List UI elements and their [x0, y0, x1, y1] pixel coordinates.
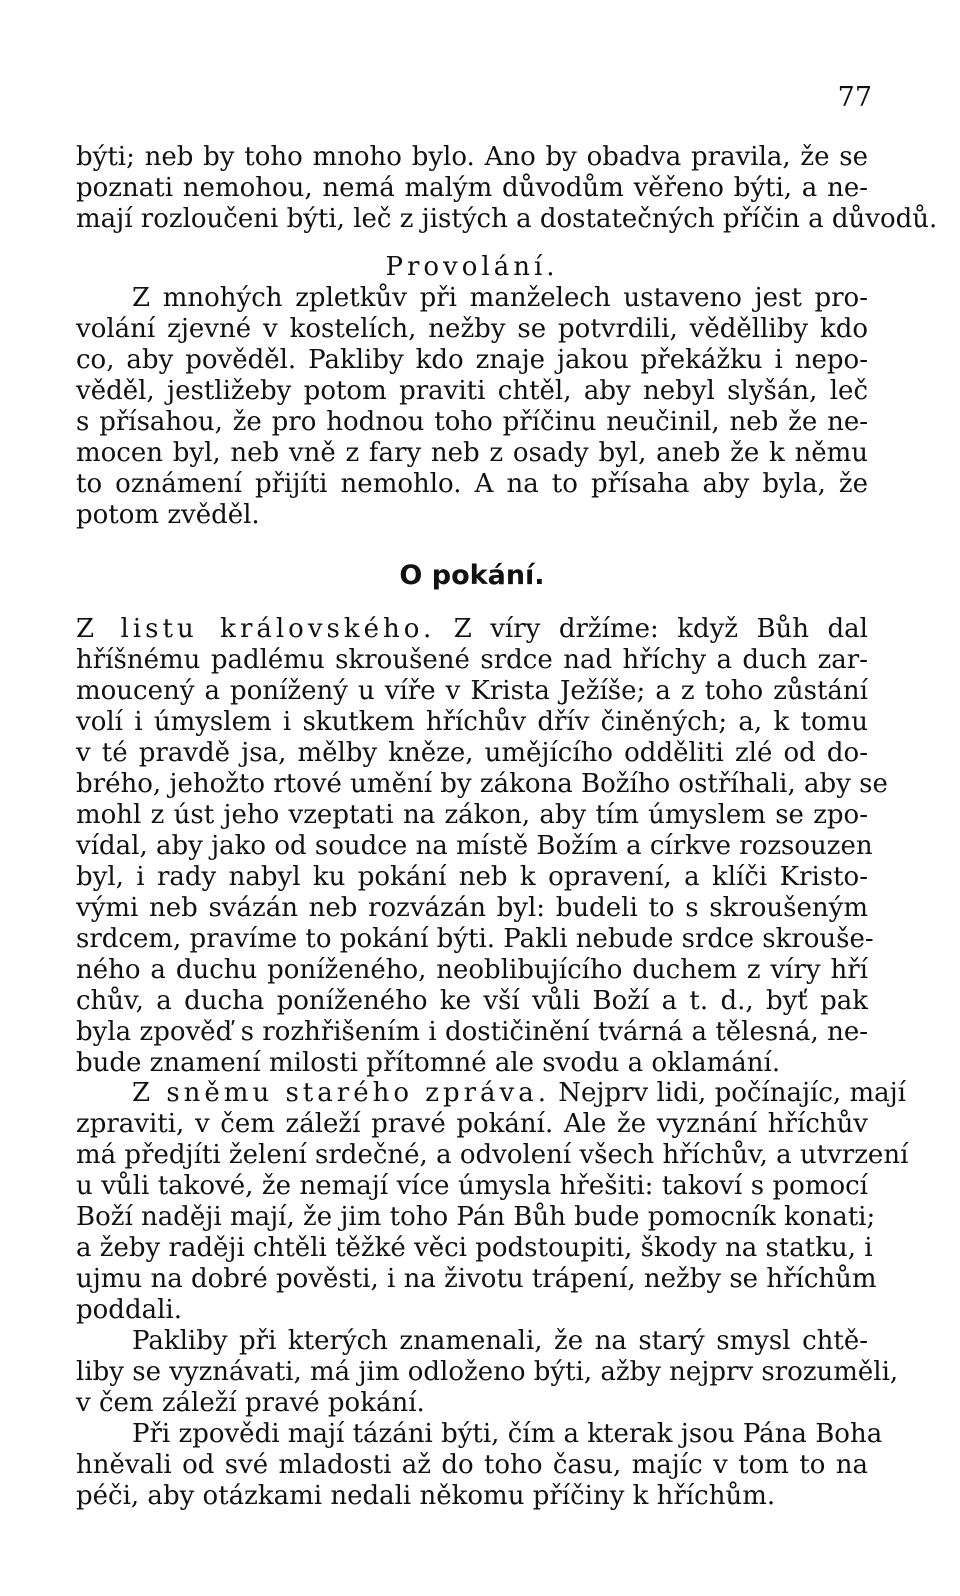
text-line: ného a duchu poníženého, neoblibujícího duchem z víry hří [76, 955, 868, 985]
text-line-rest: Z víry držíme: když Bůh dal [435, 614, 868, 644]
text-line: v té pravdě jsa, mělby kněze, umějícího odděliti zlé od do- [76, 738, 868, 768]
text-line: co, aby pověděl. Pakliby kdo znaje jakou překážku i nepo- [76, 345, 868, 375]
text-line: byl, i rady nabyl ku pokání neb k opravení, a klíči Kristo- [76, 862, 868, 892]
text-line [76, 614, 868, 645]
chapter-title: O pokání. [399, 560, 545, 591]
text-line: to oznámení přijíti nemohlo. A na to přísaha aby byla, že [76, 469, 868, 499]
text-line: Z mnohých zpletkův při manželech ustaveno jest pro- [132, 283, 868, 313]
text-line: u vůli takové, že nemají více úmysla hřešiti: takoví s pomocí [76, 1171, 868, 1201]
text-line: volání zjevné v kostelích, nežby se potvrdili, vědělliby kdo [76, 314, 868, 344]
text-line: brého, jehožto rtové umění by zákona Božího ostříhali, aby se [76, 769, 888, 799]
text-line: moucený a ponížený u víře v Krista Ježíše; a z toho zůstání [76, 676, 868, 706]
text-line: chův, a ducha poníženého ke vší vůli Boží a t. d., byť pak [76, 986, 868, 1016]
text-line: zpraviti, v čem záleží pravé pokání. Ale že vyznání hříchův [76, 1109, 868, 1139]
lead-phrase: Z sněmu starého zpráva. [132, 1078, 550, 1108]
page-number: 77 [837, 82, 872, 113]
text-line: vídal, aby jako od soudce na místě Božím a církve rozsouzen [76, 831, 873, 861]
text-line: Boží naději mají, že jim toho Pán Bůh bude pomocník konati; [76, 1202, 876, 1232]
text-line: srdcem, pravíme to pokání býti. Pakli nebude srdce skrouše- [76, 924, 874, 954]
text-line-rest: Nejprv lidi, počínajíc, mají [549, 1078, 906, 1108]
text-line: Pakliby při kterých znamenali, že na starý smysl chtě- [132, 1326, 868, 1356]
text-line: poddali. [76, 1295, 182, 1325]
text-line: hněvali od své mladosti až do toho času, majíc v tom to na [76, 1450, 868, 1480]
text-line: péči, aby otázkami nedali někomu příčiny k hříchům. [76, 1481, 776, 1511]
section-o-pokani [76, 556, 888, 1079]
text-line: mocen byl, neb vně z fary neb z osady byl, aneb že k němu [76, 438, 868, 468]
text-line: mají rozloučeni býti, leč z jistých a dostatečných příčin a důvodů. [76, 204, 938, 234]
opening-paragraph [76, 142, 938, 235]
text-line: hříšnému padlému skroušené srdce nad hříchy a duch zar- [76, 645, 868, 675]
text-line: s přísahou, že pro hodnou toho příčinu neučinil, neb že ne- [76, 407, 868, 437]
text-line: byla zpověď s rozhřišením i dostičinění tvárná a tělesná, ne- [76, 1017, 868, 1047]
text-line: poznati nemohou, nemá malým důvodům věřeno býti, a ne- [76, 173, 868, 203]
text-line: Při zpovědi mají tázáni býti, čím a kterak jsou Pána Boha [132, 1419, 883, 1449]
section-snem [76, 1078, 909, 1512]
lead-phrase: Z listu královského. [76, 614, 436, 644]
text-line: má předjíti želení srdečné, a odvolení všech hříchův, a utvrzení [76, 1140, 909, 1170]
text-line: liby se vyznávati, má jim odloženo býti, ažby nejprv srozuměli, [76, 1357, 899, 1387]
text-line: a žeby raději chtěli těžké věci podstoupiti, škody na statku, i [76, 1233, 873, 1263]
text-line: ujmu na dobré pověsti, i na životu trápení, nežby se hříchům [76, 1264, 877, 1294]
text-line: vými neb svázán neb rozvázán byl: budeli to s skroušeným [76, 893, 868, 923]
text-line: bude znamení milosti přítomné ale svodu a oklamání. [76, 1048, 781, 1078]
text-line: volí i úmyslem i skutkem hříchův dřív činěných; a, k tomu [76, 707, 868, 737]
text-line: býti; neb by toho mnoho bylo. Ano by obadva pravila, že se [76, 142, 868, 172]
text-line: potom zvěděl. [76, 500, 260, 530]
text-line: v čem záleží pravé pokání. [76, 1388, 425, 1418]
text-line: mohl z úst jeho vzeptati na zákon, aby tím úmyslem se zpo- [76, 800, 868, 830]
text-line: věděl, jestližeby potom praviti chtěl, aby nebyl slyšán, leč [76, 376, 868, 406]
section-provolani [76, 252, 868, 531]
section-heading: Provolání. [385, 252, 559, 282]
text-line [76, 1078, 906, 1109]
